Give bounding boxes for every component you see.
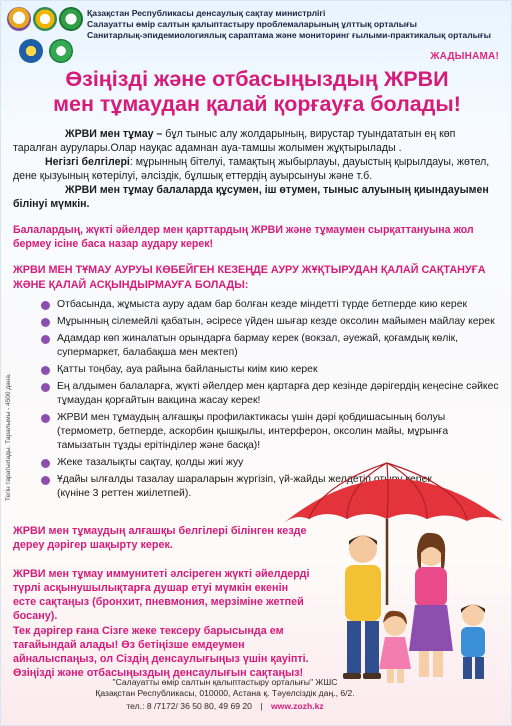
website-link[interactable]: www.zozh.kz — [270, 701, 324, 711]
closing-note-2: ЖРВИ мен тұмау иммунитеті әлсіреген жүкті әйелдерді түрлі асқынушылықтарға душар етуі мүмкін екенін есте сақтаңыз (бронхит, пневмония, мерзіміне жетпей босану). — [13, 568, 310, 622]
father-figure — [343, 535, 381, 679]
mother-figure — [409, 533, 453, 677]
intro-term-1: ЖРВИ мен тұмау – — [65, 128, 163, 140]
list-item: Отбасында, жұмыста ауру адам бар болған кезде міндетті түрде бетперде кию керек — [41, 298, 503, 312]
boy-figure — [461, 604, 485, 679]
intro-text-2: : мұрынның бітелуі, тамақтың жыбырлауы, дауыстың қырылдауы, жөтел, дене қызуының көтерілуі, әлсіздік, бұлшық еттердің ауырсынуы және т.б. — [13, 156, 490, 182]
footer-org-name: "Салауатты өмір салтын қалыптастыру орталығы" ЖШС — [112, 677, 338, 687]
footer-phone: тел.: 8 /7172/ 36 50 80, 49 69 20 — [126, 701, 252, 711]
footer-address: Қазақстан Республикасы, 010000, Астана қ. Тәуелсіздік даң., 6/2. — [95, 688, 355, 698]
org-line-3: Санитарлық-эпидемиологиялық сараптама және мониторинг ғылыми-практикалық орталығы — [87, 30, 491, 40]
page-title-line-1: Өзіңізді және отбасыңыздың ЖРВИ — [65, 67, 449, 91]
footer-organization — [75, 677, 375, 699]
warning-text: Балалардың, жүкті әйелдер мен қарттардың ЖРВИ және тұмаумен сырқаттануына жол бермеу ісіне баса назар аудару керек! — [13, 224, 474, 250]
ministry-logo-icon — [7, 7, 31, 31]
family-umbrella-illustration — [271, 455, 511, 695]
organization-header — [87, 8, 507, 41]
memo-badge: ЖАДЫНАМА! — [430, 51, 499, 62]
sanitary-logo-icon — [49, 39, 73, 63]
org-line-2: Салауатты өмір салтын қалыптастыру проблемаларының ұлттық орталығы — [87, 19, 418, 29]
intro-term-2: Негізгі белгілері — [45, 156, 130, 168]
bullet-dot-icon — [41, 383, 50, 392]
bullet-dot-icon — [41, 301, 50, 310]
bullet-dot-icon — [41, 459, 50, 468]
bullet-dot-icon — [41, 366, 50, 375]
intro-paragraph — [13, 127, 501, 211]
footer-contact — [75, 701, 375, 711]
girl-figure — [379, 611, 411, 683]
bullet-dot-icon — [41, 335, 50, 344]
center-logo-icon — [33, 7, 57, 31]
bullet-dot-icon — [41, 476, 50, 485]
list-item: Мұрынның сілемейлі қабатын, әсіресе үйден шығар кезде оксолин майымен майлау керек — [41, 315, 503, 329]
list-item: Адамдар көп жиналатын орындарға бармау керек (вокзал, әуежай, қоғамдық көлік, супермаркет, балабақша мен мектеп) — [41, 332, 503, 360]
bullet-dot-icon — [41, 318, 50, 327]
leaf-logo-icon — [59, 7, 83, 31]
list-item: ЖРВИ мен тұмаудың алғашқы профилактикасы үшін дәрі қобдишасының болуы (термометр, бетперде, аскорбин қышқылы, интерферон, оксолин майы, мұрынға тамызатын тұзды ерітінділер және басқа)! — [41, 411, 503, 453]
intro-text-1: бұл тыныс алу жолдарының, вирустар туындататын ең көп таралған аурулары.Олар науқас адамнан ауа-тамшы жолымен жұқтырылады . — [13, 128, 456, 154]
list-item: Қатты тоңбау, ауа райына байланысты киім кию керек — [41, 363, 503, 377]
org-line-1: Қазақстан Республикасы денсаулық сақтау министрлігі — [87, 8, 326, 18]
list-item: Ұдайы ылғалды тазалау шараларын жүргізіп, үй-жайды желдетіп отыру керек (күніне 3 реттен жиілетпей). — [41, 473, 461, 501]
page-title-line-2: мен тұмаудан қалай қорғауға болады! — [53, 92, 461, 116]
bullet-dot-icon — [41, 414, 50, 423]
emblem-logo-icon — [19, 39, 43, 63]
circulation-note: Тегін таратылады. Таралымы - 4500 дана. — [5, 373, 12, 501]
list-item: Жеке тазалықты сақтау, қолды жиі жуу — [41, 456, 311, 470]
intro-text-3: ЖРВИ мен тұмау балаларда құсумен, іш өтумен, тыныс алуының қиындауымен білінуі мүмкін. — [13, 184, 489, 210]
umbrella-icon — [281, 479, 503, 525]
list-item: Ең алдымен балаларға, жүкті әйелдер мен қартарға дер кезінде дәрігердің кеңесіне сәйкес тұмаудан қорғайтын вакцина жасау керек! — [41, 380, 503, 408]
closing-note-1: ЖРВИ мен тұмаудың алғашқы белгілері білінген кезде дереу дәрігер шақырту керек. — [13, 525, 307, 551]
footer-separator: | — [260, 701, 263, 711]
closing-note-3: Тек дәрігер ғана Сізге жеке тексеру барысында ем тағайындай алады! Өз бетіңізше емдеумен айналыспаңыз, ол Сіздің денсаулығыңыз үшін қауіпті. Өзіңізді және отбасыңыздың денсаулығын сақтаңыз! — [13, 625, 309, 679]
logo-group — [7, 7, 83, 69]
section-heading: ЖРВИ МЕН ТҰМАУ АУРУЫ КӨБЕЙГЕН КЕЗЕҢДЕ АУРУ ЖҰҚТЫРУДАН ҚАЛАЙ САҚТАНУҒА ЖӘНЕ ҚАЛАЙ АСҚЫНДЫРМАУҒА БОЛАДЫ: — [13, 264, 486, 291]
